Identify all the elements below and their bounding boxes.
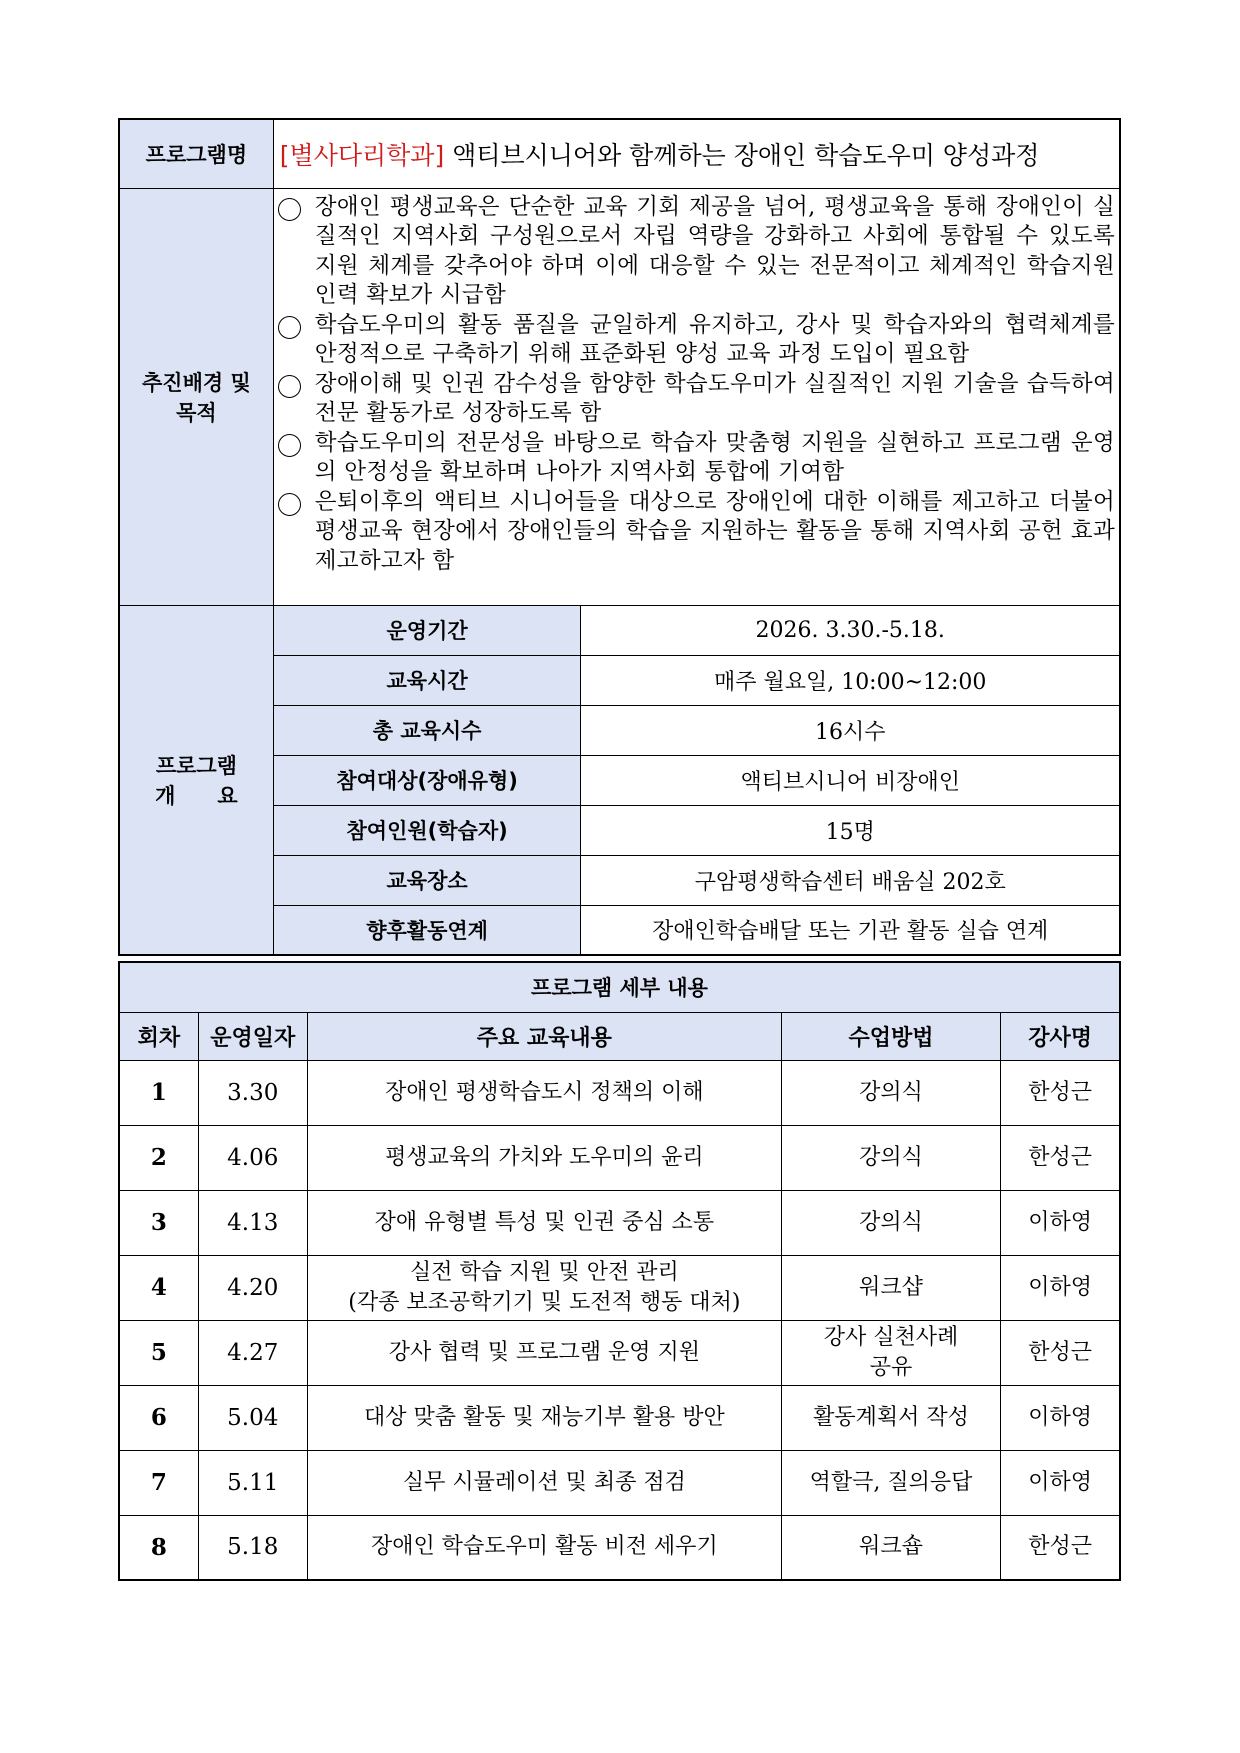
session-number: 2	[119, 1125, 198, 1190]
overview-row-value: 매주 월요일, 10:00~12:00	[581, 655, 1120, 705]
purpose-item-text: 은퇴이후의 액티브 시니어들을 대상으로 장애인에 대한 이해를 제고하고 더불어 평생교육 현장에서 장애인들의 학습을 지원하는 활동을 통해 지역사회 공헌 효과 제고하고자 함	[314, 488, 1115, 574]
purpose-label-line2: 목적	[176, 400, 217, 425]
session-method-line1: 역할극, 질의응답	[809, 1469, 973, 1495]
program-detail-table	[118, 961, 1121, 1581]
session-instructor: 한성근	[1001, 1125, 1120, 1190]
session-method-line2: 공유	[869, 1354, 913, 1380]
session-content-line1: 실전 학습 지원 및 안전 관리	[409, 1259, 679, 1285]
session-content-line1: 평생교육의 가치와 도우미의 윤리	[385, 1144, 704, 1170]
overview-row-value: 구암평생학습센터 배움실 202호	[581, 855, 1120, 905]
overview-label-line2: 개 요	[155, 783, 238, 808]
overview-row-label: 운영기간	[273, 605, 581, 655]
overview-row-value: 2026. 3.30.-5.18.	[581, 605, 1120, 655]
session-content	[307, 1190, 781, 1255]
session-date: 4.06	[198, 1125, 307, 1190]
column-header-instructor: 강사명	[1001, 1012, 1120, 1060]
session-content	[307, 1385, 781, 1450]
circle-bullet-icon	[278, 434, 301, 457]
table-row	[119, 1060, 1120, 1125]
session-method-line1: 워크숍	[859, 1534, 923, 1560]
session-instructor: 이하영	[1001, 1385, 1120, 1450]
circle-bullet-icon	[278, 493, 301, 516]
purpose-label-line1: 추진배경 및	[142, 370, 251, 395]
column-header-content: 주요 교육내용	[307, 1012, 781, 1060]
table-row	[119, 1320, 1120, 1385]
session-content	[307, 1060, 781, 1125]
purpose-item	[278, 311, 1115, 370]
session-date: 5.11	[198, 1450, 307, 1515]
program-info-table	[118, 118, 1121, 956]
table-row	[119, 1385, 1120, 1450]
session-number: 6	[119, 1385, 198, 1450]
table-row	[119, 1515, 1120, 1580]
session-number: 4	[119, 1255, 198, 1320]
column-header-no: 회차	[119, 1012, 198, 1060]
session-content	[307, 1515, 781, 1580]
session-date: 5.18	[198, 1515, 307, 1580]
session-instructor: 이하영	[1001, 1450, 1120, 1515]
session-number: 3	[119, 1190, 198, 1255]
session-date: 4.13	[198, 1190, 307, 1255]
session-number: 5	[119, 1320, 198, 1385]
session-method	[781, 1385, 1000, 1450]
session-content-line1: 장애인 평생학습도시 정책의 이해	[385, 1079, 704, 1105]
session-number: 7	[119, 1450, 198, 1515]
session-method	[781, 1125, 1000, 1190]
purpose-item-text: 학습도우미의 전문성을 바탕으로 학습자 맞춤형 지원을 실현하고 프로그램 운영의 안정성을 확보하며 나아가 지역사회 통합에 기여함	[314, 429, 1115, 485]
session-method-line1: 활동계획서 작성	[813, 1404, 969, 1430]
session-method-line1: 강의식	[859, 1079, 923, 1105]
session-content-line1: 대상 맞춤 활동 및 재능기부 활용 방안	[363, 1404, 725, 1430]
overview-row-label: 교육장소	[273, 855, 581, 905]
session-content-line1: 장애 유형별 특성 및 인권 중심 소통	[374, 1209, 715, 1235]
session-instructor: 이하영	[1001, 1255, 1120, 1320]
overview-row-label: 총 교육시수	[273, 705, 581, 755]
column-header-method: 수업방법	[781, 1012, 1000, 1060]
session-content-line1: 실무 시뮬레이션 및 최종 점검	[402, 1469, 686, 1495]
session-date: 5.04	[198, 1385, 307, 1450]
session-instructor: 이하영	[1001, 1190, 1120, 1255]
session-method-line1: 강의식	[859, 1209, 923, 1235]
session-content-line2: (각종 보조공학기기 및 도전적 행동 대처)	[348, 1289, 741, 1315]
session-content	[307, 1255, 781, 1320]
overview-row-value: 15명	[581, 805, 1120, 855]
session-number: 1	[119, 1060, 198, 1125]
purpose-item	[278, 429, 1115, 488]
program-title	[273, 119, 1120, 188]
table-row	[119, 1190, 1120, 1255]
overview-row-value: 16시수	[581, 705, 1120, 755]
overview-label-line1: 프로그램	[155, 753, 237, 778]
session-date: 4.27	[198, 1320, 307, 1385]
purpose-item-text: 장애인 평생교육은 단순한 교육 기회 제공을 넘어, 평생교육을 통해 장애인이 실질적인 지역사회 구성원으로서 자립 역량을 강화하고 사회에 통합될 수 있도록 지원 체계를 갖추어야 하며 이에 대응할 수 있는 전문적이고 체계적인 학습지원 인력 확보가 시급함	[314, 193, 1115, 308]
program-name-label: 프로그램명	[119, 119, 273, 188]
session-content	[307, 1450, 781, 1515]
session-method	[781, 1255, 1000, 1320]
overview-row-value: 장애인학습배달 또는 기관 활동 실습 연계	[581, 905, 1120, 955]
session-date: 3.30	[198, 1060, 307, 1125]
session-instructor: 한성근	[1001, 1060, 1120, 1125]
purpose-content	[273, 188, 1120, 605]
session-method	[781, 1515, 1000, 1580]
session-method	[781, 1060, 1000, 1125]
session-method	[781, 1450, 1000, 1515]
purpose-item	[278, 370, 1115, 429]
session-content	[307, 1125, 781, 1190]
overview-row-label: 교육시간	[273, 655, 581, 705]
table-row	[119, 1255, 1120, 1320]
session-content-line1: 강사 협력 및 프로그램 운영 지원	[388, 1339, 700, 1365]
overview-row-label: 참여인원(학습자)	[273, 805, 581, 855]
overview-row-label: 향후활동연계	[273, 905, 581, 955]
purpose-item-text: 학습도우미의 활동 품질을 균일하게 유지하고, 강사 및 학습자와의 협력체계를 안정적으로 구축하기 위해 표준화된 양성 교육 과정 도입이 필요함	[314, 311, 1115, 367]
overview-label	[119, 605, 273, 955]
session-instructor: 한성근	[1001, 1515, 1120, 1580]
session-method-line1: 워크샵	[859, 1274, 923, 1300]
purpose-item	[278, 488, 1115, 577]
column-header-date: 운영일자	[198, 1012, 307, 1060]
table-row	[119, 1125, 1120, 1190]
purpose-item-text: 장애이해 및 인권 감수성을 함양한 학습도우미가 실질적인 지원 기술을 습득하여 전문 활동가로 성장하도록 함	[314, 370, 1115, 426]
program-title-tag: [별사다리학과]	[279, 140, 445, 170]
detail-section-title: 프로그램 세부 내용	[119, 962, 1120, 1012]
session-content	[307, 1320, 781, 1385]
circle-bullet-icon	[278, 316, 301, 339]
overview-row-label: 참여대상(장애유형)	[273, 755, 581, 805]
purpose-item	[278, 193, 1115, 311]
session-method-line1: 강사 실천사례	[823, 1324, 959, 1350]
overview-row-value: 액티브시니어 비장애인	[581, 755, 1120, 805]
purpose-label	[119, 188, 273, 605]
table-row	[119, 1450, 1120, 1515]
session-method	[781, 1190, 1000, 1255]
circle-bullet-icon	[278, 375, 301, 398]
circle-bullet-icon	[278, 198, 301, 221]
session-content-line1: 장애인 학습도우미 활동 비전 세우기	[370, 1534, 718, 1560]
session-method-line1: 강의식	[859, 1144, 923, 1170]
program-title-text: 액티브시니어와 함께하는 장애인 학습도우미 양성과정	[452, 140, 1040, 170]
session-date: 4.20	[198, 1255, 307, 1320]
session-instructor: 한성근	[1001, 1320, 1120, 1385]
session-number: 8	[119, 1515, 198, 1580]
session-method	[781, 1320, 1000, 1385]
